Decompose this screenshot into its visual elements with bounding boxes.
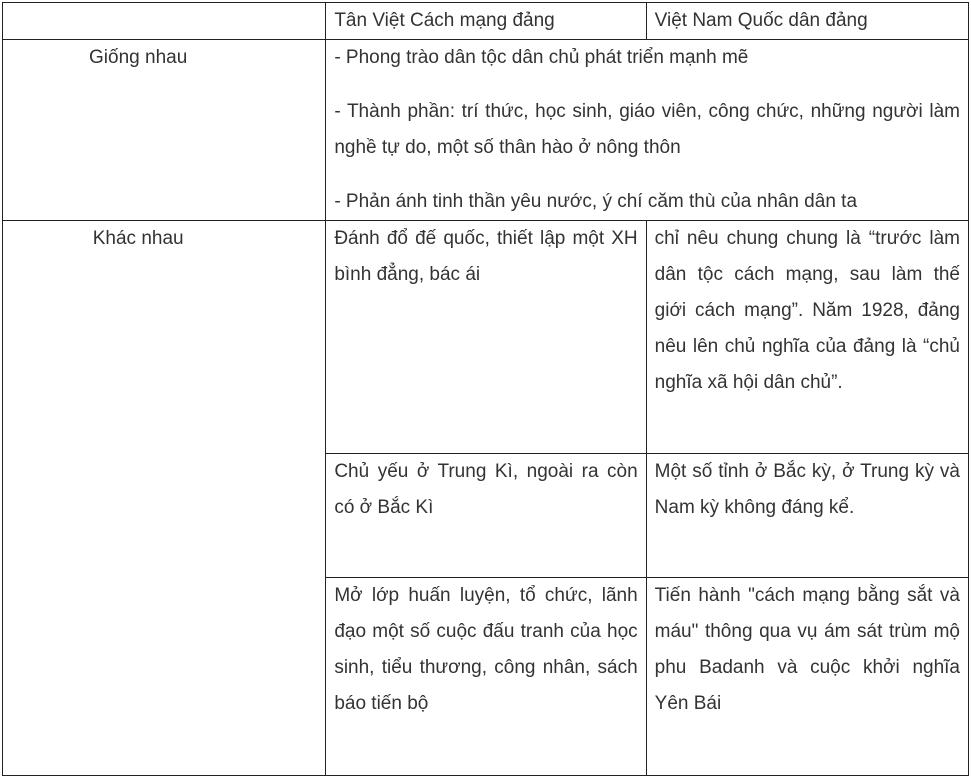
vnqdd-goal-text: chỉ nêu chung chung là “trước làm dân tộc cách mạng, sau làm thế giới cách mạng”. Năm 1928, đảng nêu lên chủ nghĩa của đảng là “chủ nghĩa xã hội dân chủ”. bbox=[654, 228, 960, 393]
comparison-table bbox=[2, 2, 969, 776]
similarities-row bbox=[3, 40, 969, 221]
similarities-label-cell bbox=[3, 40, 326, 221]
vnqdd-activity-text: Tiến hành "cách mạng bằng sắt và máu" thông qua vụ ám sát trùm mộ phu Badanh và cuộc khởi nghĩa Yên Bái bbox=[654, 585, 960, 714]
tan-viet-goal-text: Đánh đổ đế quốc, thiết lập một XH bình đẳng, bác ái bbox=[334, 228, 638, 285]
similarities-label: Giống nhau bbox=[89, 47, 188, 68]
vnqdd-cell bbox=[646, 221, 968, 454]
similarity-point: - Phản ánh tinh thần yêu nước, ý chí căm thù của nhân dân ta bbox=[334, 191, 858, 212]
tan-viet-region-text: Chủ yếu ở Trung Kì, ngoài ra còn có ở Bắc Kì bbox=[334, 461, 638, 518]
header-vnqdd bbox=[646, 3, 968, 40]
differences-label: Khác nhau bbox=[92, 228, 184, 249]
similarities-content-cell bbox=[326, 40, 969, 221]
header-tan-viet bbox=[326, 3, 646, 40]
vnqdd-cell bbox=[646, 454, 968, 578]
similarity-point: - Thành phần: trí thức, học sinh, giáo viên, công chức, những người làm nghề tự do, một số thân hào ở nông thôn bbox=[334, 101, 960, 158]
similarity-point: - Phong trào dân tộc dân chủ phát triển mạnh mẽ bbox=[334, 47, 749, 68]
header-row bbox=[3, 3, 969, 40]
differences-label-cell bbox=[3, 221, 326, 776]
header-col1-label: Tân Việt Cách mạng đảng bbox=[334, 10, 555, 31]
vnqdd-region-text: Một số tỉnh ở Bắc kỳ, ở Trung kỳ và Nam kỳ không đáng kể. bbox=[654, 461, 960, 518]
header-col2-label: Việt Nam Quốc dân đảng bbox=[654, 10, 868, 31]
header-empty-cell bbox=[3, 3, 326, 40]
tan-viet-cell bbox=[326, 454, 646, 578]
difference-row-goal bbox=[3, 221, 969, 454]
tan-viet-cell bbox=[326, 578, 646, 776]
vnqdd-cell bbox=[646, 578, 968, 776]
tan-viet-cell bbox=[326, 221, 646, 454]
tan-viet-activity-text: Mở lớp huấn luyện, tổ chức, lãnh đạo một số cuộc đấu tranh của học sinh, tiểu thương, công nhân, sách báo tiến bộ bbox=[334, 585, 638, 714]
